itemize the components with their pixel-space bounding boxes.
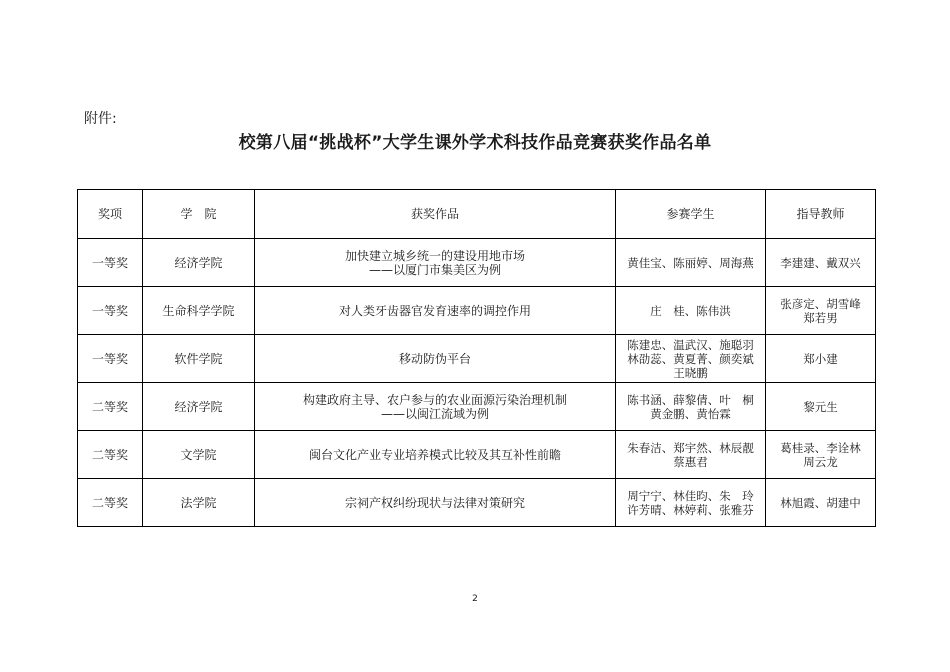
table-header-row bbox=[78, 190, 876, 239]
cell-award: 一等奖 bbox=[78, 239, 143, 287]
cell-award: 二等奖 bbox=[78, 383, 143, 431]
cell-teachers: 葛桂录、李诠林 周云龙 bbox=[766, 431, 876, 479]
cell-college: 经济学院 bbox=[143, 383, 255, 431]
cell-work: 移动防伪平台 bbox=[255, 335, 616, 383]
cell-award: 一等奖 bbox=[78, 335, 143, 383]
cell-college: 生命科学学院 bbox=[143, 287, 255, 335]
table-row bbox=[78, 431, 876, 479]
awards-table bbox=[77, 189, 876, 527]
cell-teachers: 张彦定、胡雪峰 郑若男 bbox=[766, 287, 876, 335]
page-number: 2 bbox=[472, 594, 478, 604]
cell-work: 加快建立城乡统一的建设用地市场 ——以厦门市集美区为例 bbox=[255, 239, 616, 287]
table-row bbox=[78, 383, 876, 431]
header-award: 奖项 bbox=[78, 190, 143, 239]
cell-award: 二等奖 bbox=[78, 431, 143, 479]
cell-teachers: 李建建、戴双兴 bbox=[766, 239, 876, 287]
cell-students: 陈书涵、薛黎倩、叶 桐 黄金鹏、黄怡霖 bbox=[616, 383, 766, 431]
cell-students: 周宁宁、林佳昀、朱 玲 许芳晴、林婷莉、张雅芬 bbox=[616, 479, 766, 527]
table-row bbox=[78, 335, 876, 383]
cell-students: 庄 桂、陈伟洪 bbox=[616, 287, 766, 335]
cell-students: 陈建忠、温武汉、施聪羽 林劭蕊、黄夏菁、颜奕斌 王晓鹏 bbox=[616, 335, 766, 383]
cell-award: 一等奖 bbox=[78, 287, 143, 335]
cell-work: 构建政府主导、农户参与的农业面源污染治理机制 ——以闽江流域为例 bbox=[255, 383, 616, 431]
cell-teachers: 林旭霞、胡建中 bbox=[766, 479, 876, 527]
cell-work: 对人类牙齿器官发育速率的调控作用 bbox=[255, 287, 616, 335]
header-teachers: 指导教师 bbox=[766, 190, 876, 239]
cell-teachers: 郑小建 bbox=[766, 335, 876, 383]
cell-students: 朱春洁、郑宇然、林辰靓 蔡惠君 bbox=[616, 431, 766, 479]
cell-teachers: 黎元生 bbox=[766, 383, 876, 431]
cell-students: 黄佳宝、陈丽婷、周海燕 bbox=[616, 239, 766, 287]
cell-award: 二等奖 bbox=[78, 479, 143, 527]
cell-work: 宗祠产权纠纷现状与法律对策研究 bbox=[255, 479, 616, 527]
cell-college: 软件学院 bbox=[143, 335, 255, 383]
cell-work: 闽台文化产业专业培养模式比较及其互补性前瞻 bbox=[255, 431, 616, 479]
attachment-label: 附件: bbox=[84, 111, 117, 127]
cell-college: 经济学院 bbox=[143, 239, 255, 287]
document-title: 校第八届“挑战杯”大学生课外学术科技作品竞赛获奖作品名单 bbox=[238, 133, 712, 153]
header-students: 参赛学生 bbox=[616, 190, 766, 239]
table-row bbox=[78, 287, 876, 335]
header-work: 获奖作品 bbox=[255, 190, 616, 239]
table-row bbox=[78, 239, 876, 287]
cell-college: 法学院 bbox=[143, 479, 255, 527]
table-row bbox=[78, 479, 876, 527]
header-college: 学 院 bbox=[143, 190, 255, 239]
cell-college: 文学院 bbox=[143, 431, 255, 479]
